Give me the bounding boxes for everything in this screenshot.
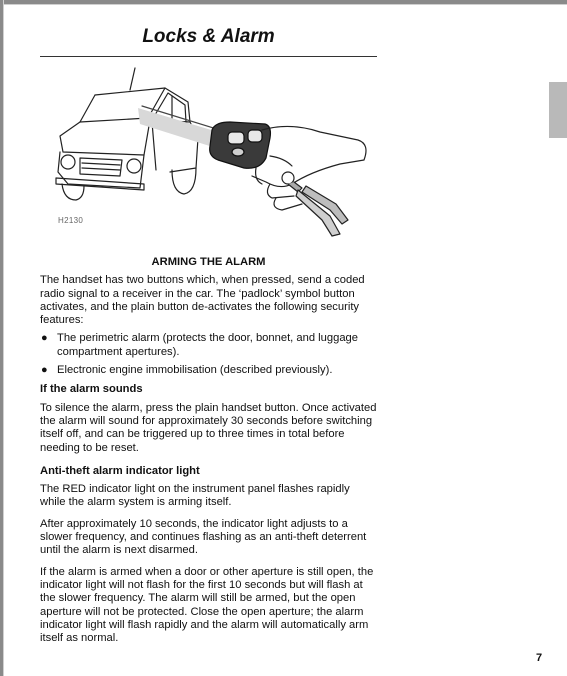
window-top-border-highlight	[0, 4, 567, 5]
antenna-leader-line	[130, 68, 135, 90]
page-title: Locks & Alarm	[142, 26, 275, 47]
arming-intro: The handset has two buttons which, when pressed, send a coded radio signal to a receiver in the car. The ‘padlock’ symbol button activates, and the plain button de-activates the following security features:	[40, 274, 365, 327]
remote-handset	[210, 122, 271, 168]
car-grille	[80, 158, 122, 176]
window-left-border-highlight	[3, 0, 4, 676]
key-fob-link	[288, 182, 302, 192]
figure-code: H2130	[58, 216, 84, 225]
car-headlight-right	[127, 159, 141, 173]
page-number: 7	[536, 652, 543, 664]
indicator-paragraph: After approximately 10 seconds, the indicator light adjusts to a slower frequency, and continues flashing as an anti-theft deterrent until the alarm is next disarmed.	[40, 517, 367, 557]
section-heading-arming: ARMING THE ALARM	[151, 256, 266, 268]
chapter-thumb-tab	[549, 82, 567, 138]
indicator-paragraph: If the alarm is armed when a door or other aperture is still open, the indicator light will not flash for the first 10 seconds but will flash at the slower frequency. The alarm will still be armed, but the open aperture will not be protected. Close the open aperture; the alarm indicator light will flash rapidly and the alarm will automatically arm itself as normal.	[40, 565, 374, 645]
body-text	[40, 256, 377, 650]
car-and-remote-illustration	[40, 60, 377, 245]
list-item-text: The perimetric alarm (protects the door, bonnet, and luggage compartment apertures).	[57, 332, 358, 358]
car-headlight-left	[61, 155, 75, 169]
security-features-list	[40, 332, 377, 377]
title-rule	[40, 56, 377, 57]
list-item	[40, 332, 377, 359]
car-bonnet	[60, 120, 150, 155]
bullet-icon: ●	[41, 364, 48, 377]
padlock-button	[228, 132, 244, 144]
radio-signal-beam	[138, 108, 218, 148]
subheading-alarm-sounds: If the alarm sounds	[40, 383, 143, 396]
alarm-sounds-text: To silence the alarm, press the plain handset button. Once activated the alarm will sound for approximately 30 seconds before switching itself off, and can be triggered up to three times in total before needing to be reset.	[40, 401, 377, 454]
car-rear-wheel	[172, 168, 196, 194]
indicator-paragraph: The RED indicator light on the instrument panel flashes rapidly while the alarm system is arming itself.	[40, 483, 350, 509]
car-front-wheel	[62, 184, 84, 200]
key-ring	[282, 172, 294, 184]
subheading-indicator-light: Anti-theft alarm indicator light	[40, 464, 200, 477]
list-item-text: Electronic engine immobilisation (described previously).	[57, 364, 333, 377]
plain-button	[248, 130, 262, 142]
list-item	[40, 364, 377, 377]
bullet-icon: ●	[41, 332, 48, 345]
